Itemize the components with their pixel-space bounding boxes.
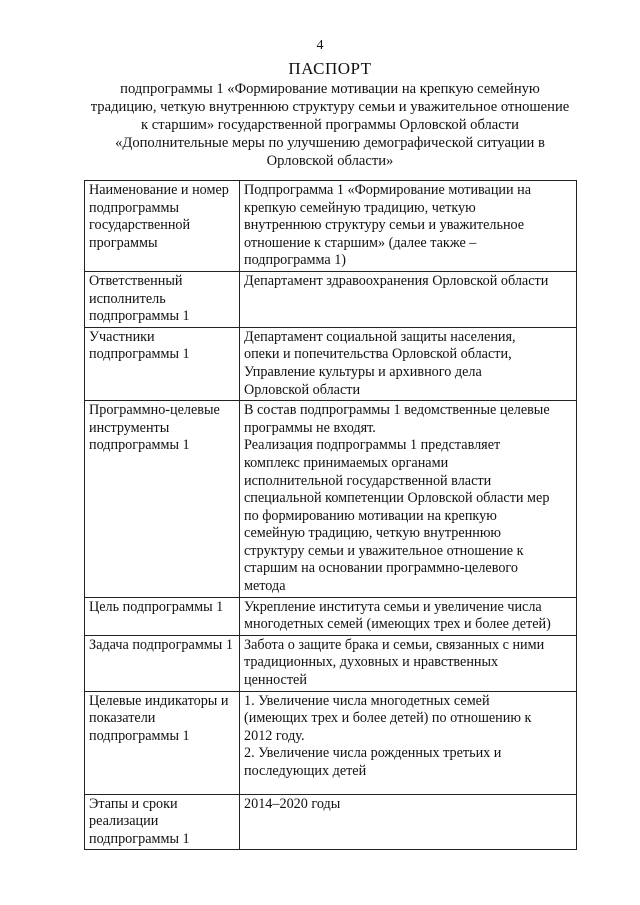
table-row	[85, 181, 577, 272]
table-row	[85, 271, 577, 327]
table-row	[85, 597, 577, 635]
row-label: Целевые индикаторы и показатели подпрограммы 1	[85, 691, 240, 794]
row-label: Цель подпрограммы 1	[85, 597, 240, 635]
document-subtitle: подпрограммы 1 «Формирование мотивации на крепкую семейную традицию, четкую внутреннюю структуру семьи и уважительное отношение к старшим» государственной программы Орловской области «Дополнительные меры по улучшению демографической ситуации в Орловской области»	[90, 81, 570, 169]
row-value: 2014–2020 годы	[240, 794, 577, 850]
row-label: Программно-целевые инструменты подпрограммы 1	[85, 401, 240, 598]
row-value: Подпрограмма 1 «Формирование мотивации на крепкую семейную традицию, четкую внутреннюю структуру семьи и уважительное отношение к старшим» (далее также – подпрограмма 1)	[240, 181, 577, 272]
row-value: 1. Увеличение числа многодетных семей (имеющих трех и более детей) по отношению к 2012 году. 2. Увеличение числа рожденных третьих и последующих детей	[240, 691, 577, 794]
table-row	[85, 794, 577, 850]
row-label: Участники подпрограммы 1	[85, 327, 240, 400]
table-row	[85, 327, 577, 400]
row-label: Наименование и номер подпрограммы государственной программы	[85, 181, 240, 272]
table-row	[85, 691, 577, 794]
table-row	[85, 401, 577, 598]
row-label: Этапы и сроки реализации подпрограммы 1	[85, 794, 240, 850]
row-label: Задача подпрограммы 1	[85, 635, 240, 691]
row-value: В состав подпрограммы 1 ведомственные целевые программы не входят. Реализация подпрограммы 1 представляет комплекс принимаемых органами исполнительной государственной власти специальной компетенции Орловской области мер по формированию мотивации на крепкую семейную традицию, четкую внутреннюю структуру семьи и уважительное отношение к старшим на основании программно-целевого метода	[240, 401, 577, 598]
row-value: Забота о защите брака и семьи, связанных с ними традиционных, духовных и нравственных ценностей	[240, 635, 577, 691]
row-value: Департамент социальной защиты населения, опеки и попечительства Орловской области, Управление культуры и архивного дела Орловской области	[240, 327, 577, 400]
row-value: Департамент здравоохранения Орловской области	[240, 271, 577, 327]
document-heading	[60, 58, 600, 170]
passport-table	[84, 180, 577, 850]
row-label: Ответственный исполнитель подпрограммы 1	[85, 271, 240, 327]
table-row	[85, 635, 577, 691]
page-number: 4	[316, 38, 324, 53]
row-value: Укрепление института семьи и увеличение числа многодетных семей (имеющих трех и более детей)	[240, 597, 577, 635]
document-title: ПАСПОРТ	[288, 59, 372, 78]
